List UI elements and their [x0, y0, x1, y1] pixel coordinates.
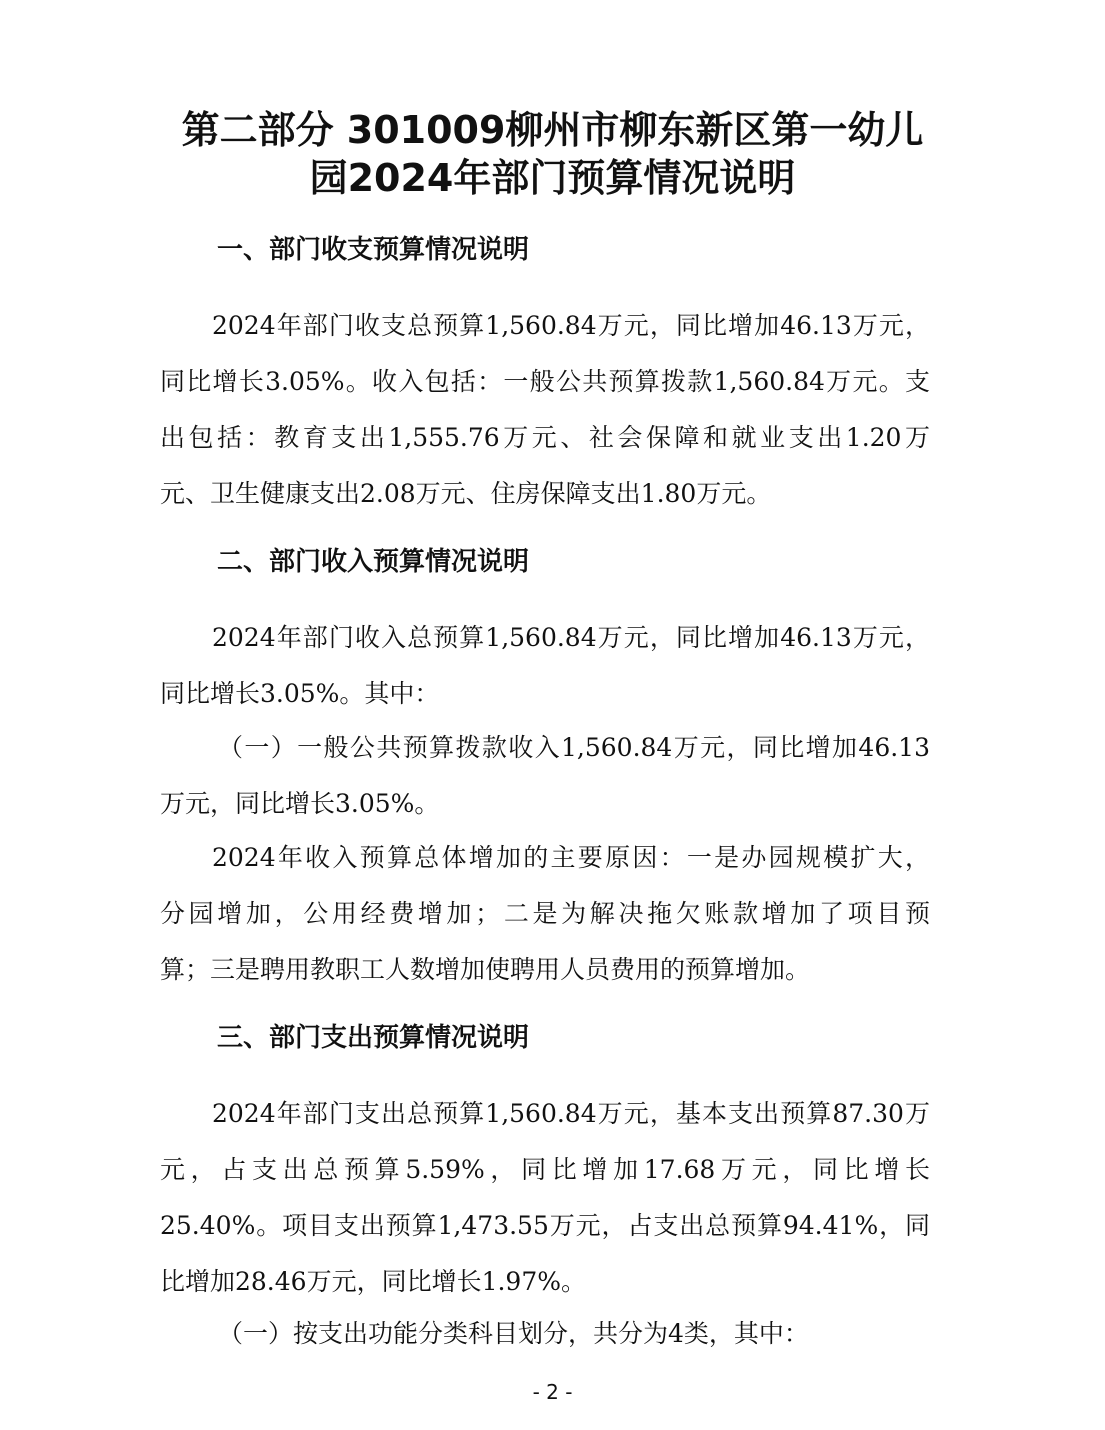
section-2-paragraph-1 — [160, 610, 930, 722]
paragraph-line: 25.40%。项目支出预算1,473.55万元，占支出总预算94.41%，同 — [160, 1211, 930, 1240]
paragraph-line: 2024年部门支出总预算1,560.84万元，基本支出预算87.30万 — [212, 1099, 930, 1128]
title-line-1: 第二部分 301009柳州市柳东新区第一幼儿 — [181, 108, 924, 152]
page-number: - 2 - — [532, 1380, 573, 1404]
section-3-paragraph-1 — [160, 1086, 930, 1310]
paragraph-line: 同比增长3.05%。收入包括：一般公共预算拨款1,560.84万元。支 — [160, 367, 930, 396]
paragraph-line: 2024年部门收支总预算1,560.84万元，同比增加46.13万元， — [212, 311, 930, 340]
section-heading-1: 一、部门收支预算情况说明 — [217, 235, 530, 265]
paragraph-line: 万元，同比增长3.05%。 — [160, 789, 440, 818]
paragraph-line: 元、卫生健康支出2.08万元、住房保障支出1.80万元。 — [160, 479, 772, 508]
section-heading-2: 二、部门收入预算情况说明 — [217, 547, 530, 577]
section-1-paragraph-1 — [160, 298, 930, 522]
paragraph-line: 同比增长3.05%。其中： — [160, 679, 440, 708]
paragraph-line: 算；三是聘用教职工人数增加使聘用人员费用的预算增加。 — [160, 955, 811, 984]
paragraph-line: 比增加28.46万元，同比增长1.97%。 — [160, 1267, 586, 1296]
document-title — [150, 106, 955, 202]
title-line-2: 园2024年部门预算情况说明 — [309, 156, 796, 200]
paragraph-line: （一）一般公共预算拨款收入1,560.84万元，同比增加46.13 — [218, 733, 930, 762]
paragraph-line: 2024年部门收入总预算1,560.84万元，同比增加46.13万元， — [212, 623, 930, 652]
paragraph-line: 2024年收入预算总体增加的主要原因：一是办园规模扩大， — [212, 843, 930, 872]
paragraph-line: 出包括：教育支出1,555.76万元、社会保障和就业支出1.20万 — [160, 423, 930, 452]
section-3-paragraph-2 — [160, 1306, 930, 1362]
paragraph-line: 分园增加，公用经费增加；二是为解决拖欠账款增加了项目预 — [160, 899, 930, 928]
paragraph-line: （一）按支出功能分类科目划分，共分为4类，其中： — [218, 1319, 809, 1348]
section-heading-3: 三、部门支出预算情况说明 — [217, 1023, 530, 1053]
section-2-paragraph-3 — [160, 830, 930, 998]
section-2-paragraph-2 — [160, 720, 930, 832]
paragraph-line: 元，占支出总预算5.59%，同比增加17.68万元，同比增长 — [160, 1155, 930, 1184]
